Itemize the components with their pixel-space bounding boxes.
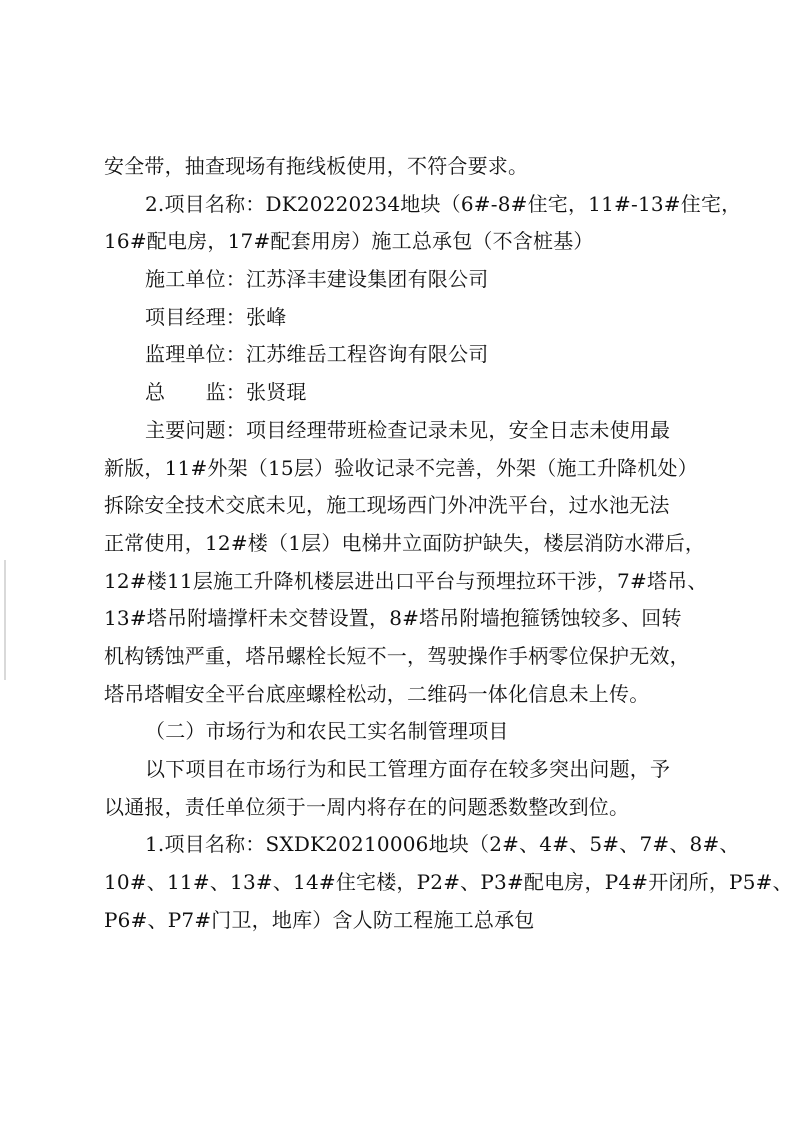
text-line: 项目经理：张峰 [145,304,287,329]
text-line: 1.项目名称：SXDK20210006地块（2#、4#、5#、7#、8#、 [145,832,740,857]
text-line: 拆除安全技术交底未见，施工现场西门外冲洗平台，过水池无法 [104,493,670,518]
text-line: （二）市场行为和农民工实名制管理项目 [145,719,509,744]
text-line: 监理单位：江苏维岳工程咨询有限公司 [145,342,489,367]
text-line: 塔吊塔帽安全平台底座螺栓松动，二维码一体化信息未上传。 [104,681,650,706]
text-line: 新版，11#外架（15层）验收记录不完善，外架（施工升降机处） [104,455,698,480]
text-line: 以下项目在市场行为和民工管理方面存在较多突出问题，予 [145,757,671,781]
text-line: 总 监：张贤琨 [145,380,307,405]
document-body [104,148,793,939]
text-line: P6#、P7#门卫，地库）含人防工程施工总承包 [104,907,535,932]
text-line: 正常使用，12#楼（1层）电梯井立面防护缺失，楼层消防水滞后， [104,530,706,555]
scan-edge-mark [4,560,6,680]
text-line: 12#楼11层施工升降机楼层进出口平台与预埋拉环干涉，7#塔吊、 [104,568,708,593]
text-line: 13#塔吊附墙撑杆未交替设置，8#塔吊附墙抱箍锈蚀较多、回转 [104,606,682,631]
text-line: 2.项目名称：DK20220234地块（6#-8#住宅，11#-13#住宅， [145,191,742,216]
text-line: 以通报，责任单位须于一周内将存在的问题悉数整改到位。 [104,794,630,819]
text-line: 机构锈蚀严重，塔吊螺栓长短不一，驾驶操作手柄零位保护无效， [104,643,690,668]
text-line: 施工单位：江苏泽丰建设集团有限公司 [145,267,489,292]
text-line: 安全带，抽查现场有拖线板使用，不符合要求。 [104,154,529,178]
text-line: 10#、11#、13#、14#住宅楼，P2#、P3#配电房，P4#开闭所，P5#、 [104,870,793,895]
text-line: 16#配电房，17#配套用房）施工总承包（不含桩基） [104,229,594,254]
text-line: 主要问题：项目经理带班检查记录未见，安全日志未使用最 [145,417,671,442]
